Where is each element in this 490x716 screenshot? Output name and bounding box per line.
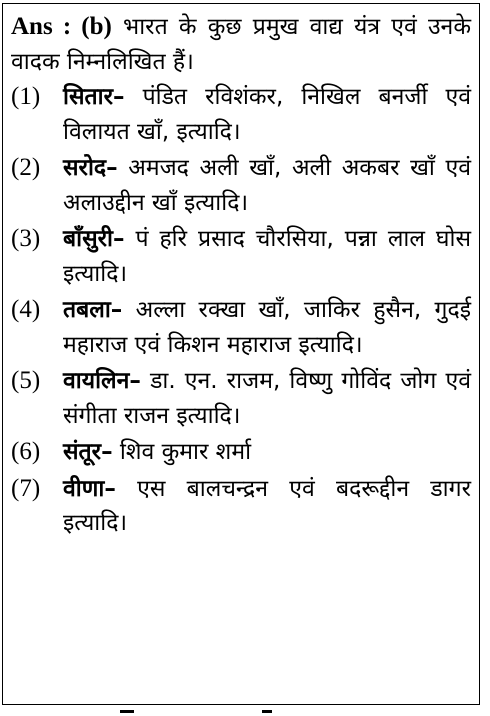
list-item-7 [11,472,471,541]
item-number: (4) [11,296,41,323]
players-text: अमजद अली खाँ, अली अकबर खाँ एवं अलाउद्दीन खाँ इत्यादि। [63,155,472,216]
instrument-name: सितार– [63,84,125,110]
item-body [63,293,471,362]
players-text: एस बालचन्द्रन एवं बदरूद्दीन डागर इत्यादि। [63,475,471,536]
item-number: (1) [11,83,41,110]
instrument-name: सरोद– [63,155,118,181]
cropped-next-line-fragment [0,710,490,716]
item-body [63,151,471,220]
list-item-4 [11,293,471,362]
players-text: डा. एन. राजम, विष्णु गोविंद जोग एवं संगीता राजन इत्यादि। [63,368,472,429]
list-item-6 [11,435,471,470]
item-number: (2) [11,154,41,181]
instrument-name: संतूर– [63,439,113,465]
answer-box [2,3,480,705]
list-item-3 [11,222,471,291]
item-number: (3) [11,225,41,252]
players-text: अल्ला रक्खा खाँ, जाकिर हुसैन, गुदई महाराज एवं किशन महाराज इत्यादि। [63,297,471,358]
item-body [63,435,471,470]
instrument-name: वायलिन– [63,368,141,394]
fragment-mark [262,710,272,713]
answer-intro [11,10,471,79]
intro-text: भारत के कुछ प्रमुख वाद्य यंत्र एवं उनके वादक निम्नलिखित हैं। [11,14,471,75]
item-body [63,80,471,149]
fragment-mark [120,710,134,713]
item-number: (6) [11,438,41,465]
list-item-5 [11,364,471,433]
list-item-2 [11,151,471,220]
item-number: (5) [11,367,41,394]
answer-label: Ans : (b) [11,13,112,40]
instrument-name: तबला– [63,297,123,323]
players-text: शिव कुमार शर्मा [119,439,252,465]
item-number: (7) [11,474,41,502]
item-body [63,472,471,541]
instrument-name: बाँसुरी– [63,226,125,252]
players-text: पंडित रविशंकर, निखिल बनर्जी एवं विलायत खाँ, इत्यादि। [63,84,471,145]
item-body [63,222,471,291]
players-text: पं हरि प्रसाद चौरसिया, पन्ना लाल घोस इत्यादि। [63,226,472,287]
instrument-name: वीणा– [63,475,116,502]
list-item-1 [11,80,471,149]
item-body [63,364,471,433]
